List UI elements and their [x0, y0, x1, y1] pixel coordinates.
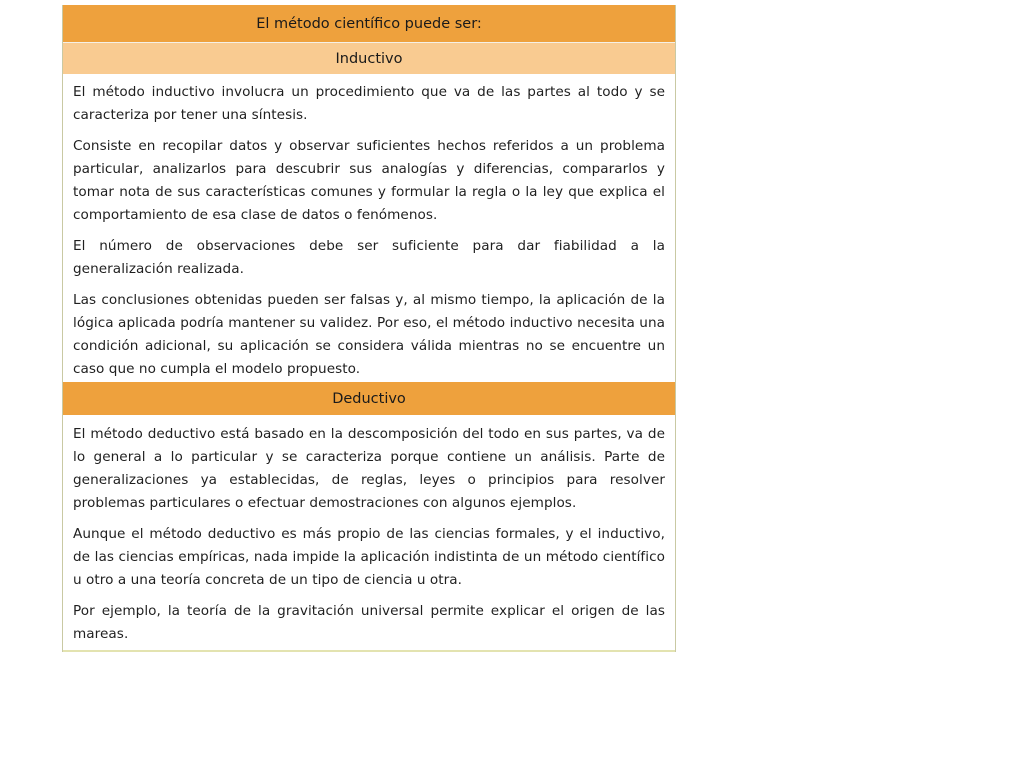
- paragraph: El número de observaciones debe ser suficiente para dar fiabilidad a la generalización realizada.: [73, 238, 665, 277]
- table-bottom-border: [63, 650, 675, 652]
- paragraph: Consiste en recopilar datos y observar suficientes hechos referidos a un problema particular, analizarlos para descubrir sus analogías y diferencias, compararlos y tomar nota de sus características comunes y formular la regla o la ley que explica el comportamiento de esa clase de datos o fenómenos.: [73, 138, 665, 223]
- paragraph: El método deductivo está basado en la descomposición del todo en sus partes, va de lo general a lo particular y se caracteriza porque contiene un análisis. Parte de generalizaciones ya establecidas, de reglas, leyes o principios para resolver problemas particulares o efectuar demostraciones con algunos ejemplos.: [73, 426, 665, 511]
- section-body-inductivo: [63, 74, 675, 382]
- section-body-deductivo: [63, 415, 675, 650]
- table-title: El método científico puede ser:: [63, 5, 675, 43]
- section-heading-inductivo: Inductivo: [63, 43, 675, 74]
- scientific-method-table: [62, 5, 676, 652]
- section-heading-deductivo: Deductivo: [63, 382, 675, 415]
- paragraph: El método inductivo involucra un procedimiento que va de las partes al todo y se caracteriza por tener una síntesis.: [73, 84, 665, 123]
- paragraph: Las conclusiones obtenidas pueden ser falsas y, al mismo tiempo, la aplicación de la lógica aplicada podría mantener su validez. Por eso, el método inductivo necesita una condición adicional, su aplicación se considera válida mientras no se encuentre un caso que no cumpla el modelo propuesto.: [73, 292, 665, 377]
- paragraph: Por ejemplo, la teoría de la gravitación universal permite explicar el origen de las mareas.: [73, 603, 665, 642]
- paragraph: Aunque el método deductivo es más propio de las ciencias formales, y el inductivo, de las ciencias empíricas, nada impide la aplicación indistinta de un método científico u otro a una teoría concreta de un tipo de ciencia u otra.: [73, 526, 665, 588]
